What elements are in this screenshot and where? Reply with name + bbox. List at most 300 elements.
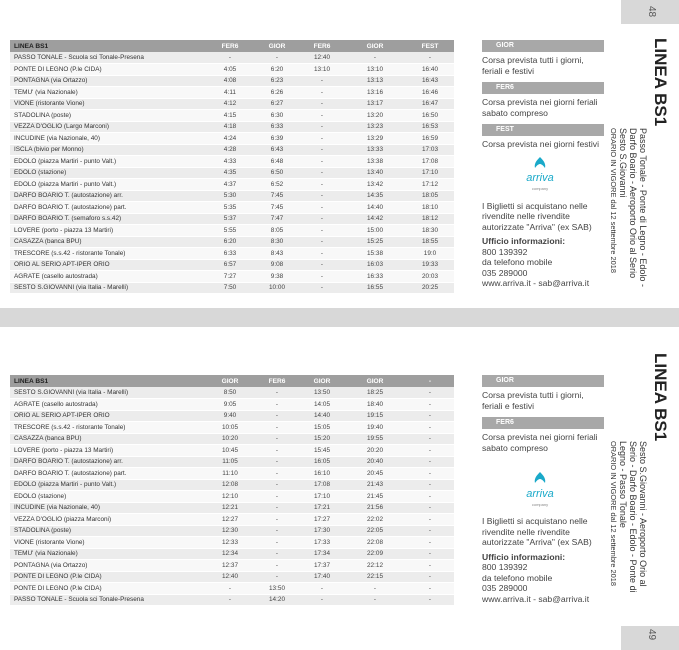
time-cell: - [406, 491, 454, 503]
time-cell: 7:27 [206, 271, 254, 283]
stop-name-cell: VEZZA D'OGLIO (Largo Marconi) [10, 121, 206, 133]
time-cell: - [406, 525, 454, 537]
arriva-logo [518, 156, 562, 195]
timetable-table [10, 375, 454, 606]
table-row [10, 410, 454, 422]
table-row [10, 87, 454, 99]
time-cell: - [254, 537, 300, 549]
table-row [10, 202, 454, 214]
stop-name-cell: TRESCORE (s.s.42 - ristorante Tonale) [10, 422, 206, 434]
time-cell: - [406, 502, 454, 514]
table-row [10, 133, 454, 145]
time-cell: 6:20 [254, 64, 300, 76]
time-cell: 19:55 [344, 433, 406, 445]
table-row [10, 560, 454, 572]
column-header-run: - [406, 375, 454, 387]
time-cell: 18:12 [406, 213, 454, 225]
time-cell: 22:09 [344, 548, 406, 560]
table-row [10, 433, 454, 445]
time-cell: - [344, 52, 406, 64]
time-cell: 18:05 [406, 190, 454, 202]
legend-desc-fest: Corsa prevista nei giorni festivi [482, 139, 600, 149]
page-number: 49 [646, 629, 657, 641]
time-cell: 5:35 [206, 202, 254, 214]
time-cell: - [254, 525, 300, 537]
time-cell: 19:0 [406, 248, 454, 260]
column-header-run: FER6 [254, 375, 300, 387]
time-cell: 13:50 [300, 387, 344, 399]
time-cell: - [254, 560, 300, 572]
table-row [10, 236, 454, 248]
arriva-logo-icon [532, 471, 548, 485]
stop-name-cell: DARFO BOARIO T. (autostazione) arr. [10, 456, 206, 468]
column-header-stop: LINEA BS1 [10, 40, 206, 52]
table-row [10, 502, 454, 514]
time-cell: 20:03 [406, 271, 454, 283]
time-cell: - [206, 52, 254, 64]
stop-name-cell: ORIO AL SERIO APT-IPER ORIO [10, 259, 206, 271]
table-row [10, 156, 454, 168]
time-cell: - [406, 583, 454, 595]
stop-name-cell: PASSO TONALE - Scuola sci Tonale-Presena [10, 52, 206, 64]
web-contact: www.arriva.it - sab@arriva.it [482, 278, 590, 288]
time-cell: 17:10 [300, 491, 344, 503]
stop-name-cell: EDOLO (piazza Martiri - punto Valt.) [10, 179, 206, 191]
time-cell: - [300, 87, 344, 99]
stop-name-cell: PONTE DI LEGNO (P.le CIDA) [10, 64, 206, 76]
time-cell: - [406, 52, 454, 64]
arriva-logo-text: arriva [526, 172, 554, 184]
time-cell: 14:40 [344, 202, 406, 214]
web-contact: www.arriva.it - sab@arriva.it [482, 593, 590, 604]
time-cell: 19:33 [406, 259, 454, 271]
table-row [10, 445, 454, 457]
time-cell: - [406, 571, 454, 583]
time-cell: - [406, 548, 454, 560]
time-cell: 12:40 [206, 571, 254, 583]
table-row [10, 514, 454, 526]
time-cell: 14:40 [300, 410, 344, 422]
time-cell: 12:30 [206, 525, 254, 537]
time-cell: 7:45 [254, 202, 300, 214]
table-row [10, 491, 454, 503]
stop-name-cell: DARFO BOARIO T. (autostazione) arr. [10, 190, 206, 202]
time-cell: 13:13 [344, 75, 406, 87]
time-cell: 17:33 [300, 537, 344, 549]
time-cell: 16:40 [406, 64, 454, 76]
arriva-logo-text: arriva [526, 487, 554, 500]
time-cell: 16:50 [406, 110, 454, 122]
time-cell: 15:00 [344, 225, 406, 237]
line-title: LINEA BS1 [651, 38, 670, 127]
arriva-logo [518, 471, 562, 510]
time-cell: 5:55 [206, 225, 254, 237]
page-gap [0, 308, 679, 327]
route-line-1: Sesto S.Giovanni - Aeroporto Orio al [638, 441, 648, 587]
route-line-2: Darfo Boario - Aeroporto Orio al Serio [628, 128, 638, 279]
time-cell: 7:45 [254, 190, 300, 202]
stop-name-cell: DARFO BOARIO T. (autostazione) part. [10, 468, 206, 480]
time-cell: - [254, 548, 300, 560]
stop-name-cell: PONTAGNA (via Ortazzo) [10, 75, 206, 87]
time-cell: 18:25 [344, 387, 406, 399]
time-cell: 13:17 [344, 98, 406, 110]
time-cell: 21:45 [344, 491, 406, 503]
stop-name-cell: EDOLO (stazione) [10, 491, 206, 503]
stop-name-cell: SESTO S.GIOVANNI (via Italia - Marelli) [10, 282, 206, 294]
info-office-title: Ufficio informazioni: [482, 551, 566, 562]
time-cell: 8:30 [254, 236, 300, 248]
time-cell: 12:37 [206, 560, 254, 572]
table-row [10, 537, 454, 549]
time-cell: - [254, 422, 300, 434]
time-cell: - [254, 445, 300, 457]
stop-name-cell: ISCLA (bivio per Monno) [10, 144, 206, 156]
time-cell: 15:38 [344, 248, 406, 260]
validity-date: ORARIO IN VIGORE dal 12 settembre 2018 [609, 441, 618, 586]
time-cell: 22:12 [344, 560, 406, 572]
time-cell: - [300, 583, 344, 595]
legend [482, 375, 604, 604]
time-cell: - [406, 410, 454, 422]
table-row [10, 259, 454, 271]
time-cell: 8:43 [254, 248, 300, 260]
time-cell: 8:50 [206, 387, 254, 399]
stop-name-cell: EDOLO (piazza Martiri - punto Valt.) [10, 156, 206, 168]
time-cell: - [206, 583, 254, 595]
time-cell: 16:53 [406, 121, 454, 133]
time-cell: - [406, 537, 454, 549]
time-cell: 22:05 [344, 525, 406, 537]
time-cell: - [300, 98, 344, 110]
tickets-info: I Biglietti si acquistano nelle rivendite nelle rivendite autorizzate "Arriva" (ex SAB) [482, 516, 592, 547]
route-line-3: Sesto S.Giovanni [618, 128, 628, 198]
time-cell: - [254, 399, 300, 411]
stop-name-cell: STADOLINA (poste) [10, 110, 206, 122]
time-cell: 4:11 [206, 87, 254, 99]
table-row [10, 190, 454, 202]
time-cell: 6:43 [254, 144, 300, 156]
stop-name-cell: LOVERE (porto - piazza 13 Martiri) [10, 225, 206, 237]
stop-name-cell: DARFO BOARIO T. (autostazione) part. [10, 202, 206, 214]
time-cell: 12:21 [206, 502, 254, 514]
time-cell: - [406, 479, 454, 491]
time-cell: 9:38 [254, 271, 300, 283]
stop-name-cell: EDOLO (stazione) [10, 167, 206, 179]
stop-name-cell: EDOLO (piazza Martiri - punto Valt.) [10, 479, 206, 491]
time-cell: 11:05 [206, 456, 254, 468]
time-cell: 5:37 [206, 213, 254, 225]
time-cell: - [406, 594, 454, 606]
time-cell: - [300, 594, 344, 606]
time-cell: - [406, 456, 454, 468]
stop-name-cell: INCUDINE (via Nazionale, 40) [10, 502, 206, 514]
legend-tag-gior: GIOR [482, 375, 604, 387]
time-cell: 12:34 [206, 548, 254, 560]
time-cell: - [406, 514, 454, 526]
time-cell: 17:34 [300, 548, 344, 560]
time-cell: - [300, 133, 344, 145]
legend-tag-fer6: FER6 [482, 82, 604, 94]
validity-date: ORARIO IN VIGORE dal 12 settembre 2018 [609, 128, 618, 273]
arriva-logo-sub: company [531, 501, 549, 507]
time-cell: 13:10 [344, 64, 406, 76]
time-cell: 15:45 [300, 445, 344, 457]
stop-name-cell: VIONE (ristorante Vione) [10, 537, 206, 549]
time-cell: - [300, 121, 344, 133]
time-cell: - [406, 422, 454, 434]
stop-name-cell: VEZZA D'OGLIO (piazza Marconi) [10, 514, 206, 526]
column-header-stop: LINEA BS1 [10, 375, 206, 387]
time-cell: 9:08 [254, 259, 300, 271]
table-row [10, 144, 454, 156]
time-cell: 16:55 [344, 282, 406, 294]
time-cell: 13:10 [300, 64, 344, 76]
time-cell: 15:20 [300, 433, 344, 445]
column-header-run: GIOR [254, 40, 300, 52]
time-cell: - [406, 387, 454, 399]
time-cell: 9:05 [206, 399, 254, 411]
time-cell: - [206, 594, 254, 606]
time-cell: 18:30 [406, 225, 454, 237]
table-row [10, 121, 454, 133]
stop-name-cell: PONTE DI LEGNO (P.le CIDA) [10, 583, 206, 595]
table-row [10, 213, 454, 225]
time-cell: - [254, 502, 300, 514]
time-cell: 13:33 [344, 144, 406, 156]
time-cell: 16:10 [300, 468, 344, 480]
time-cell: 12:33 [206, 537, 254, 549]
legend-desc-gior: Corsa prevista tutti i giorni, feriali e festivi [482, 390, 584, 411]
time-cell: 20:25 [406, 282, 454, 294]
stop-name-cell: TEMU' (via Nazionale) [10, 548, 206, 560]
phone-mobile-label: da telefono mobile [482, 257, 553, 267]
table-row [10, 548, 454, 560]
time-cell: - [254, 479, 300, 491]
time-cell: 6:30 [254, 110, 300, 122]
stop-name-cell: PONTE DI LEGNO (P.le CIDA) [10, 571, 206, 583]
time-cell: 20:20 [344, 445, 406, 457]
time-cell: - [406, 560, 454, 572]
time-cell: 13:50 [254, 583, 300, 595]
time-cell: 15:05 [300, 422, 344, 434]
time-cell: 7:47 [254, 213, 300, 225]
page-number: 48 [646, 6, 657, 18]
table-row [10, 399, 454, 411]
table-row [10, 525, 454, 537]
table-row [10, 52, 454, 64]
phone-toll-free: 800 139392 [482, 246, 528, 257]
time-cell: - [344, 583, 406, 595]
arriva-logo-icon [532, 156, 548, 170]
time-cell: - [300, 167, 344, 179]
stop-name-cell: STADOLINA (poste) [10, 525, 206, 537]
legend-desc-fer6: Corsa prevista nei giorni feriali sabato compreso [482, 97, 598, 118]
column-header-run: FER6 [206, 40, 254, 52]
time-cell: - [406, 445, 454, 457]
time-cell: 4:35 [206, 167, 254, 179]
table-row [10, 594, 454, 606]
arriva-logo-sub: company [531, 186, 549, 191]
time-cell: 6:39 [254, 133, 300, 145]
time-cell: - [300, 202, 344, 214]
column-header-run: FEST [406, 40, 454, 52]
time-cell: 10:45 [206, 445, 254, 457]
time-cell: 17:40 [300, 571, 344, 583]
column-header-run: GIOR [300, 375, 344, 387]
time-cell: 14:20 [254, 594, 300, 606]
stop-name-cell: CASAZZA (banca BPU) [10, 236, 206, 248]
time-cell: 13:42 [344, 179, 406, 191]
table-row [10, 75, 454, 87]
table-row [10, 571, 454, 583]
column-header-run: GIOR [344, 40, 406, 52]
time-cell: - [406, 433, 454, 445]
stop-name-cell: INCUDINE (via Nazionale, 40) [10, 133, 206, 145]
time-cell: 6:23 [254, 75, 300, 87]
time-cell: - [300, 236, 344, 248]
legend-tag-fest: FEST [482, 124, 604, 136]
column-header-run: GIOR [344, 375, 406, 387]
time-cell: 12:08 [206, 479, 254, 491]
time-cell: - [254, 433, 300, 445]
table-row [10, 387, 454, 399]
table-row [10, 583, 454, 595]
time-cell: 13:29 [344, 133, 406, 145]
time-cell: 9:40 [206, 410, 254, 422]
table-row [10, 225, 454, 237]
time-cell: 22:08 [344, 537, 406, 549]
time-cell: 4:28 [206, 144, 254, 156]
time-cell: 22:15 [344, 571, 406, 583]
time-cell: 4:12 [206, 98, 254, 110]
legend [482, 40, 604, 289]
route-line-1: Passo Tonale - Ponte di Legno - Edolo - [638, 128, 648, 287]
time-cell: 5:30 [206, 190, 254, 202]
time-cell: 17:08 [406, 156, 454, 168]
column-header-run: GIOR [206, 375, 254, 387]
time-cell: - [406, 468, 454, 480]
timetable-page-49 [0, 327, 679, 650]
stop-name-cell: CASAZZA (banca BPU) [10, 433, 206, 445]
table-row [10, 248, 454, 260]
time-cell: 13:16 [344, 87, 406, 99]
time-cell: - [300, 213, 344, 225]
time-cell: 11:10 [206, 468, 254, 480]
time-cell: 6:50 [254, 167, 300, 179]
table-row [10, 167, 454, 179]
time-cell: - [300, 259, 344, 271]
time-cell: 17:27 [300, 514, 344, 526]
time-cell: 12:27 [206, 514, 254, 526]
time-cell: 4:15 [206, 110, 254, 122]
time-cell: 13:20 [344, 110, 406, 122]
route-line-2: Serio - Darfo Boario - Edolo - Ponte di [628, 441, 638, 593]
time-cell: - [300, 110, 344, 122]
time-cell: 19:40 [344, 422, 406, 434]
time-cell: 20:40 [344, 456, 406, 468]
time-cell: 16:03 [344, 259, 406, 271]
table-row [10, 456, 454, 468]
time-cell: - [254, 52, 300, 64]
time-cell: 10:05 [206, 422, 254, 434]
time-cell: 18:40 [344, 399, 406, 411]
time-cell: 19:15 [344, 410, 406, 422]
time-cell: - [344, 594, 406, 606]
time-cell: 12:10 [206, 491, 254, 503]
time-cell: 4:33 [206, 156, 254, 168]
time-cell: 6:33 [254, 121, 300, 133]
time-cell: 16:46 [406, 87, 454, 99]
time-cell: 17:10 [406, 167, 454, 179]
time-cell: 14:42 [344, 213, 406, 225]
stop-name-cell: ORIO AL SERIO APT-IPER ORIO [10, 410, 206, 422]
time-cell: 16:05 [300, 456, 344, 468]
time-cell: - [254, 410, 300, 422]
time-cell: 20:45 [344, 468, 406, 480]
time-cell: 18:55 [406, 236, 454, 248]
time-cell: 17:30 [300, 525, 344, 537]
time-cell: 22:02 [344, 514, 406, 526]
time-cell: 16:47 [406, 98, 454, 110]
time-cell: - [406, 399, 454, 411]
time-cell: 16:59 [406, 133, 454, 145]
info-office-title: Ufficio informazioni: [482, 236, 566, 246]
time-cell: - [300, 144, 344, 156]
phone-toll-free: 800 139392 [482, 562, 528, 572]
phone-mobile: 035 289000 [482, 267, 528, 278]
time-cell: 14:35 [344, 190, 406, 202]
time-cell: 10:00 [254, 282, 300, 294]
stop-name-cell: PASSO TONALE - Scuola sci Tonale-Presena [10, 594, 206, 606]
tickets-info: I Biglietti si acquistano nelle rivendite nelle rivendite autorizzate "Arriva" (ex SAB) [482, 200, 592, 232]
table-row [10, 179, 454, 191]
legend-tag-gior: GIOR [482, 40, 604, 52]
stop-name-cell: TRESCORE (s.s.42 - ristorante Tonale) [10, 248, 206, 260]
time-cell: 4:24 [206, 133, 254, 145]
time-cell: - [300, 282, 344, 294]
time-cell: - [254, 571, 300, 583]
stop-name-cell: PONTAGNA (via Ortazzo) [10, 560, 206, 572]
time-cell: - [254, 456, 300, 468]
stop-name-cell: VIONE (ristorante Vione) [10, 98, 206, 110]
time-cell: 17:37 [300, 560, 344, 572]
legend-desc-gior: Corsa prevista tutti i giorni, feriali e festivi [482, 55, 584, 76]
stop-name-cell: AGRATE (casello autostrada) [10, 271, 206, 283]
time-cell: 7:50 [206, 282, 254, 294]
time-cell: - [300, 179, 344, 191]
time-cell: - [300, 156, 344, 168]
time-cell: 6:48 [254, 156, 300, 168]
time-cell: 6:33 [206, 248, 254, 260]
stop-name-cell: LOVERE (porto - piazza 13 Martiri) [10, 445, 206, 457]
time-cell: 17:12 [406, 179, 454, 191]
time-cell: 6:52 [254, 179, 300, 191]
table-row [10, 479, 454, 491]
time-cell: 6:20 [206, 236, 254, 248]
time-cell: 10:20 [206, 433, 254, 445]
legend-tag-fer6: FER6 [482, 417, 604, 429]
time-cell: 21:56 [344, 502, 406, 514]
time-cell: - [300, 271, 344, 283]
table-row [10, 64, 454, 76]
time-cell: - [300, 190, 344, 202]
time-cell: 13:38 [344, 156, 406, 168]
table-row [10, 271, 454, 283]
time-cell: - [254, 491, 300, 503]
time-cell: 21:43 [344, 479, 406, 491]
time-cell: 6:27 [254, 98, 300, 110]
